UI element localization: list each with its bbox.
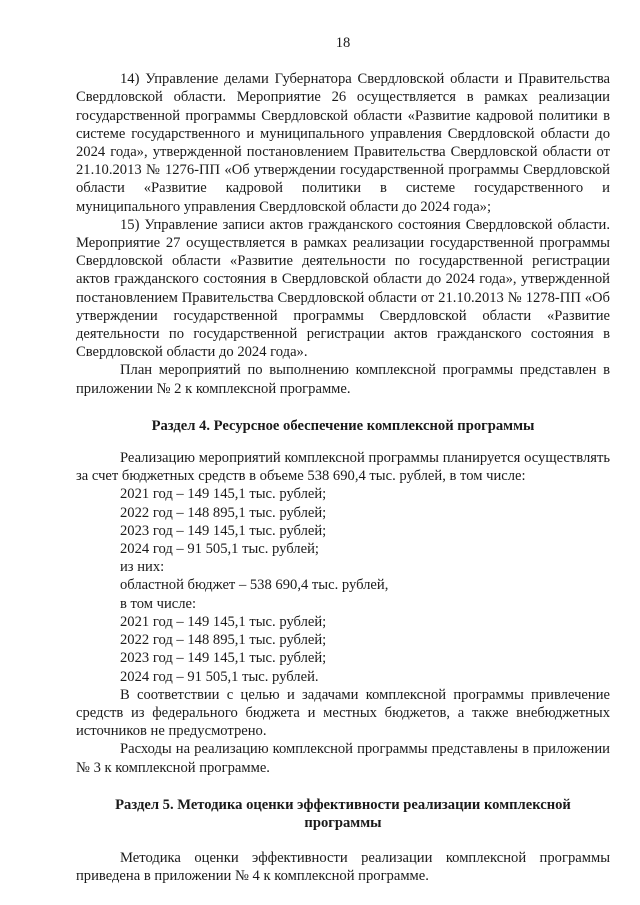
paragraph-item-14: 14) Управление делами Губернатора Свердловской области и Правительства Свердловской области. Мероприятие 26 осуществляется в рамках реализации государственной программы Свердловской области «Развитие кадровой политики в системе государственного и муниципального управления Свердловской области до 2024 года», утвержденной постановлением Правительства Свердловской области от 21.10.2013 № 1276-ПП «Об утверждении государственной программы Свердловской области «Развитие кадровой политики в системе государственного и муниципального управления Свердловской области до 2024 года»; bbox=[76, 71, 610, 215]
page-number: 18 bbox=[335, 35, 351, 51]
funding-line: 2021 год – 149 145,1 тыс. рублей; bbox=[120, 613, 327, 630]
paragraph-plan: План мероприятий по выполнению комплексной программы представлен в приложении № 2 к комплексной программе. bbox=[76, 362, 610, 397]
funding-line: 2022 год – 148 895,1 тыс. рублей; bbox=[120, 632, 327, 649]
section-4-heading: Раздел 4. Ресурсное обеспечение комплексной программы bbox=[151, 417, 535, 434]
paragraph-item-15: 15) Управление записи актов гражданского состояния Свердловской области. Мероприятие 27 осуществляется в рамках реализации государственной программы Свердловской области «Развитие деятельности по государственной регистрации актов гражданского состояния в Свердловской области до 2024 года», утвержденной постановлением Правительства Свердловской области от 21.10.2013 № 1278-ПП «Об утверждении государственной программы Свердловской области «Развитие деятельности по государственной регистрации актов гражданского состояния в Свердловской области до 2024 года». bbox=[76, 216, 610, 361]
section-5-heading-line: программы bbox=[304, 814, 382, 831]
funding-line: областной бюджет – 538 690,4 тыс. рублей, bbox=[120, 577, 389, 594]
section-4-expenses-paragraph: Расходы на реализацию комплексной программы представлены в приложении № 3 к комплексной программе. bbox=[76, 741, 610, 776]
section-5-paragraph: Методика оценки эффективности реализации комплексной программы приведена в приложении № 4 к комплексной программе. bbox=[76, 850, 610, 885]
section-5-heading bbox=[76, 796, 610, 832]
funding-line: 2023 год – 149 145,1 тыс. рублей; bbox=[120, 522, 327, 539]
section-4-funding-paragraph: В соответствии с целью и задачами комплексной программы привлечение средств из федерального бюджета и местных бюджетов, а также внебюджетных источников не предусмотрено. bbox=[76, 686, 610, 740]
funding-line: 2024 год – 91 505,1 тыс. рублей; bbox=[120, 541, 319, 558]
funding-line: 2022 год – 148 895,1 тыс. рублей; bbox=[120, 504, 327, 521]
section-5-heading-line: Раздел 5. Методика оценки эффективности реализации комплексной bbox=[115, 796, 571, 813]
funding-line: 2023 год – 149 145,1 тыс. рублей; bbox=[120, 650, 327, 667]
funding-line: 2024 год – 91 505,1 тыс. рублей. bbox=[120, 668, 319, 685]
funding-line: в том числе: bbox=[120, 595, 197, 612]
document-page bbox=[76, 34, 610, 886]
funding-list bbox=[76, 485, 610, 685]
section-4-intro: Реализацию мероприятий комплексной программы планируется осуществлять за счет бюджетных средств в объеме 538 690,4 тыс. рублей, в том числе: bbox=[76, 450, 610, 485]
funding-line: из них: bbox=[120, 559, 165, 576]
funding-line: 2021 год – 149 145,1 тыс. рублей; bbox=[120, 486, 327, 503]
